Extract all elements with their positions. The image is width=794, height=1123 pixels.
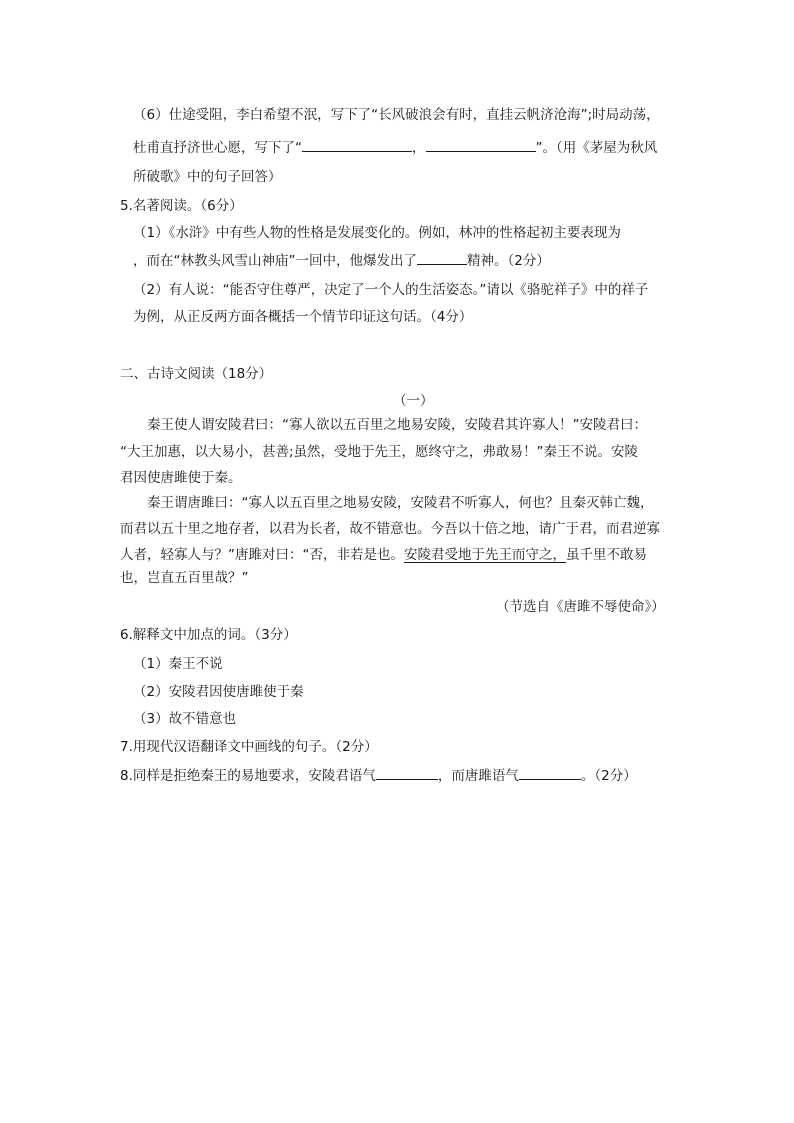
q5-p2-line1: （2）有人说：“能否守住尊严，决定了一个人的生活姿态。”请以《骆驼祥子》中的祥子 [133,282,649,298]
q8-mid: ，而唐雎语气 [437,768,519,784]
passage-line3: 君因使唐雎使于秦。 [120,470,242,486]
passage-source: （节选自《唐雎不辱使命》） [496,599,665,615]
q4-6-line3: 所破歌》中的句子回答） [133,169,282,185]
passage-line1: 秦王使人谓安陵君曰：“寡人欲以五百里之地易安陵，安陵君其许寡人！”安陵君曰： [147,417,647,433]
q4-6-line1: （6）仕途受阻，李白希望不泯，写下了“长风破浪会有时，直挂云帆济沧海”;时局动荡， [133,107,660,123]
q6-item-1: （1）秦王不说 [133,656,223,672]
passage-line5: 而君以五十里之地存者，以君为长者，故不错意也。今吾以十倍之地，请广于君，而君逆寡 [120,521,660,537]
q4-6-line2 [133,137,657,158]
q8-prefix: 8.同样是拒绝秦王的易地要求，安陵君语气 [120,768,376,784]
q5-p2-line2: 为例，从正反两方面各概括一个情节印证这句话。（4分） [133,309,473,325]
q6-title: 6.解释文中加点的词。（3分） [120,627,297,643]
passage-line2: “大王加惠，以大易小，甚善;虽然，受地于先王，愿终守之，弗敢易！”秦王不说。安陵 [120,444,639,460]
answer-blank-2[interactable] [426,137,536,152]
q6-item-2: （2）安陵君因使唐雎使于秦 [133,684,304,700]
underlined-sentence: 安陵君受地于先王而守之， [404,547,566,563]
passage-line7: 也，岂直五百里哉？” [120,570,249,586]
q6-item-3: （3）故不错意也 [133,711,237,727]
passage-line4: 秦王谓唐雎曰：“寡人以五百里之地易安陵，安陵君不听寡人，何也？且秦灭韩亡魏， [147,495,654,511]
passage-line6 [120,545,647,565]
section2-sub: （一） [393,393,434,409]
q7-title: 7.用现代汉语翻译文中画线的句子。（2分） [120,739,378,755]
passage-line6-text: 人者，轻寡人与？”唐雎对曰：“否，非若是也。 [120,547,404,563]
q5-p1-line2-prefix: ，而在“林教头风雪山神庙”一回中，他爆发出了 [133,253,417,269]
q5-p1-line2 [133,250,550,271]
q4-6-line2-prefix: 杜甫直抒济世心愿，写下了“ [133,140,302,156]
q4-6-line2-suffix: ”。（用《茅屋为秋风 [535,140,658,156]
q8-line [120,765,637,786]
answer-blank-3[interactable] [417,250,467,265]
answer-blank-4[interactable] [376,765,438,780]
answer-blank-5[interactable] [519,765,581,780]
q5-title: 5.名著阅读。（6分） [120,198,243,214]
q4-6-line2-sep: ， [412,140,426,156]
answer-blank-1[interactable] [302,137,412,152]
q8-suffix: 。（2分） [580,768,637,784]
passage-line6-rest: 虽千里不敢易 [566,547,647,563]
q5-p1-line2-suffix: 精神。（2分） [467,253,550,269]
section2-heading: 二、古诗文阅读（18分） [120,366,273,382]
q5-p1-line1: （1）《水浒》中有些人物的性格是发展变化的。例如，林冲的性格起初主要表现为 [133,225,621,241]
